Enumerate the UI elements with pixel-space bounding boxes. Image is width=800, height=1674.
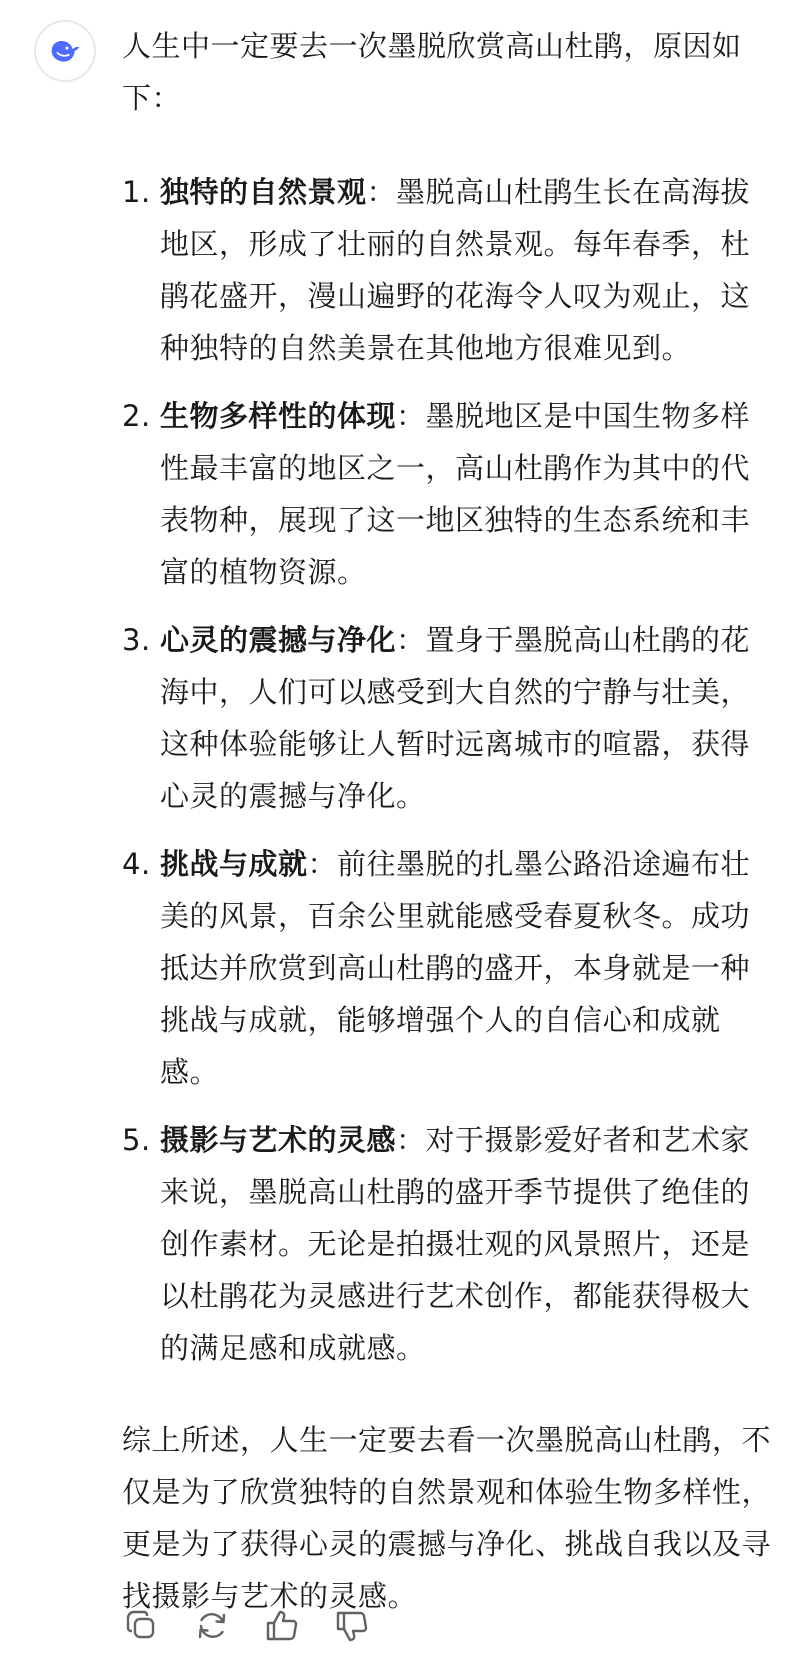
copy-icon <box>124 1608 160 1644</box>
point-separator: ： <box>366 175 397 209</box>
list-item <box>122 390 778 598</box>
point-separator: ： <box>396 1123 426 1157</box>
list-item <box>122 1114 778 1374</box>
list-number: 2. <box>122 399 151 433</box>
list-item <box>122 614 778 822</box>
deepseek-whale-icon <box>46 32 84 70</box>
list-item <box>122 838 778 1098</box>
thumbs-up-icon <box>264 1608 300 1644</box>
regenerate-button[interactable] <box>192 1606 232 1646</box>
avatar <box>34 20 96 82</box>
assistant-message <box>122 20 778 1622</box>
refresh-icon <box>194 1608 230 1644</box>
like-button[interactable] <box>262 1606 302 1646</box>
point-title: 心灵的震撼与净化 <box>160 623 397 657</box>
list-number: 1. <box>122 175 151 209</box>
point-title: 独特的自然景观 <box>160 175 367 209</box>
point-separator: ： <box>396 623 426 657</box>
list-number: 3. <box>122 623 151 657</box>
point-title: 生物多样性的体现 <box>160 399 397 433</box>
point-body: 置身于墨脱高山杜鹃的花海中，人们可以感受到大自然的宁静与壮美，这种体验能够让人暂时远离城市的喧嚣，获得心灵的震撼与净化。 <box>160 623 751 813</box>
point-body: 前往墨脱的扎墨公路沿途遍布壮美的风景，百余公里就能感受春夏秋冬。成功抵达并欣赏到高山杜鹃的盛开，本身就是一种挑战与成就，能够增强个人的自信心和成就感。 <box>160 847 751 1089</box>
point-body: 墨脱高山杜鹃生长在高海拔地区，形成了壮丽的自然景观。每年春季，杜鹃花盛开，漫山遍野的花海令人叹为观止，这种独特的自然美景在其他地方很难见到。 <box>160 175 751 365</box>
reasons-list <box>122 166 778 1374</box>
dislike-button[interactable] <box>332 1606 372 1646</box>
list-number: 4. <box>122 847 151 881</box>
point-body: 对于摄影爱好者和艺术家来说，墨脱高山杜鹃的盛开季节提供了绝佳的创作素材。无论是拍摄壮观的风景照片，还是以杜鹃花为灵感进行艺术创作，都能获得极大的满足感和成就感。 <box>160 1123 751 1365</box>
list-number: 5. <box>122 1123 151 1157</box>
copy-button[interactable] <box>122 1606 162 1646</box>
message-intro: 人生中一定要去一次墨脱欣赏高山杜鹃，原因如下： <box>122 29 742 115</box>
point-separator: ： <box>396 399 426 433</box>
message-summary: 综上所述，人生一定要去看一次墨脱高山杜鹃，不仅是为了欣赏独特的自然景观和体验生物多样性，更是为了获得心灵的震撼与净化、挑战自我以及寻找摄影与艺术的灵感。 <box>122 1423 772 1613</box>
list-item <box>122 166 778 374</box>
point-body: 墨脱地区是中国生物多样性最丰富的地区之一，高山杜鹃作为其中的代表物种，展现了这一地区独特的生态系统和丰富的植物资源。 <box>160 399 751 589</box>
thumbs-down-icon <box>334 1608 370 1644</box>
point-title: 挑战与成就 <box>160 847 308 881</box>
point-separator: ： <box>307 847 338 881</box>
point-title: 摄影与艺术的灵感 <box>160 1123 397 1157</box>
message-actions <box>122 1606 372 1646</box>
